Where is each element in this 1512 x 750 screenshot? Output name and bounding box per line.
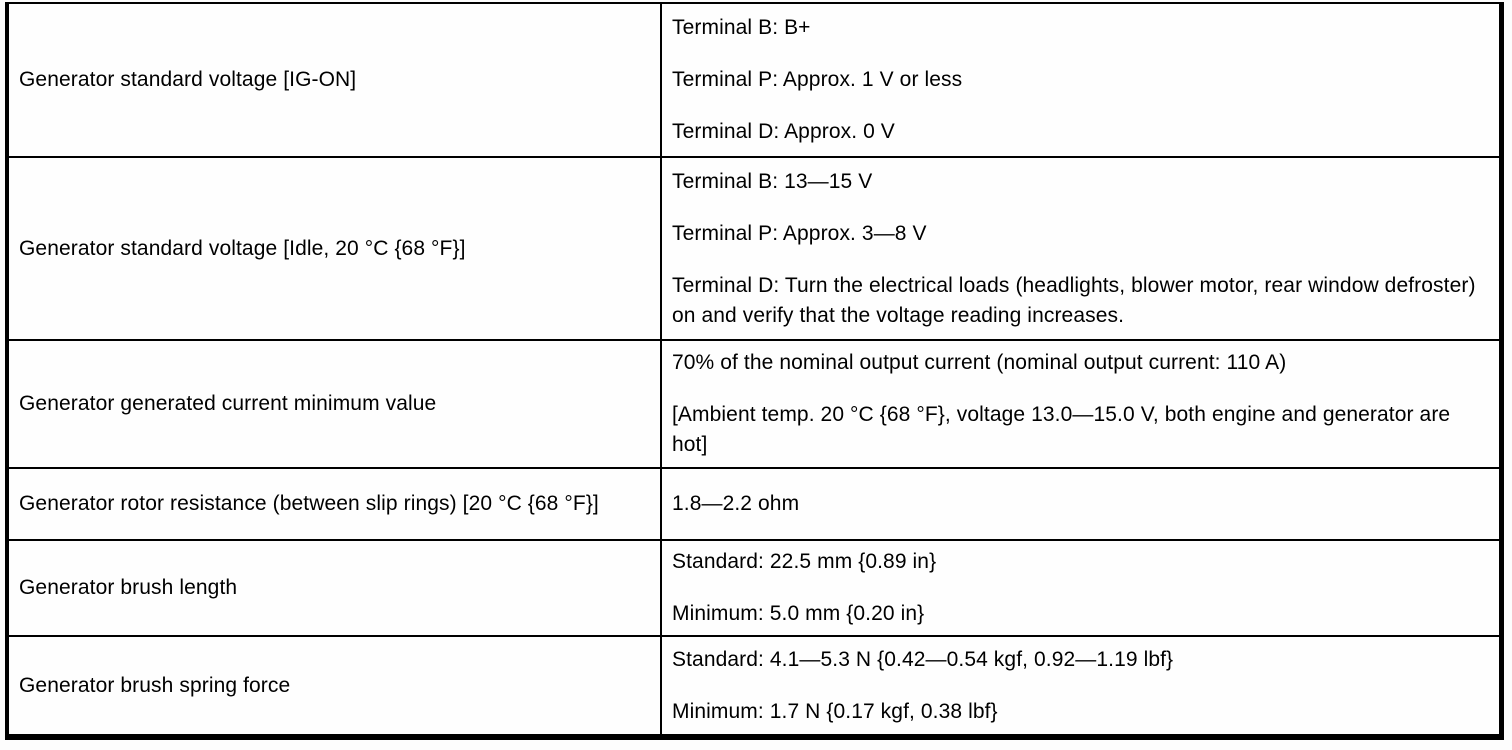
spec-value-line: Standard: 22.5 mm {0.89 in}	[672, 550, 937, 573]
table-row	[9, 469, 1499, 541]
spec-value-line: Minimum: 1.7 N {0.17 kgf, 0.38 lbf}	[672, 699, 998, 723]
table-row	[9, 341, 1499, 469]
spec-value-line: 1.8—2.2 ohm	[672, 492, 800, 515]
table-row	[9, 158, 1499, 341]
spec-label: Generator brush spring force	[19, 673, 291, 697]
table-row	[9, 541, 1499, 637]
spec-value-cell	[662, 341, 1499, 467]
spec-value-line: Terminal D: Approx. 0 V	[672, 120, 895, 143]
spec-value-cell	[662, 541, 1499, 635]
spec-value-line: Terminal P: Approx. 1 V or less	[672, 68, 963, 91]
spec-value-cell	[662, 637, 1499, 734]
spec-label: Generator generated current minimum value	[19, 392, 437, 415]
spec-label-cell	[9, 541, 662, 635]
generator-spec-table	[5, 2, 1504, 740]
spec-value-cell	[662, 158, 1499, 339]
spec-value-line: Terminal D: Turn the electrical loads (headlights, blower motor, rear window defroster) on and verify that the voltage reading increases.	[672, 273, 1476, 327]
table-row	[9, 4, 1499, 158]
spec-value-cell	[662, 4, 1499, 156]
spec-label: Generator rotor resistance (between slip rings) [20 °C {68 °F}]	[19, 492, 599, 515]
spec-value-line: 70% of the nominal output current (nominal output current: 110 A)	[672, 351, 1287, 374]
spec-value-cell	[662, 469, 1499, 539]
spec-label-cell	[9, 4, 662, 156]
spec-label-cell	[9, 469, 662, 539]
spec-value-line: Terminal B: B+	[672, 16, 811, 39]
spec-label: Generator brush length	[19, 576, 238, 599]
spec-label: Generator standard voltage [Idle, 20 °C {68 °F}]	[19, 236, 466, 260]
spec-label-cell	[9, 637, 662, 734]
spec-label-cell	[9, 341, 662, 467]
spec-label: Generator standard voltage [IG-ON]	[19, 68, 357, 91]
spec-value-line: Terminal P: Approx. 3—8 V	[672, 221, 927, 245]
spec-value-line: Standard: 4.1—5.3 N {0.42—0.54 kgf, 0.92—1.19 lbf}	[672, 647, 1174, 671]
spec-label-cell	[9, 158, 662, 339]
table-row	[9, 637, 1499, 734]
spec-value-line: Terminal B: 13—15 V	[672, 169, 873, 193]
spec-value-line: [Ambient temp. 20 °C {68 °F}, voltage 13.0—15.0 V, both engine and generator are hot]	[672, 403, 1451, 456]
spec-value-line: Minimum: 5.0 mm {0.20 in}	[672, 602, 925, 625]
